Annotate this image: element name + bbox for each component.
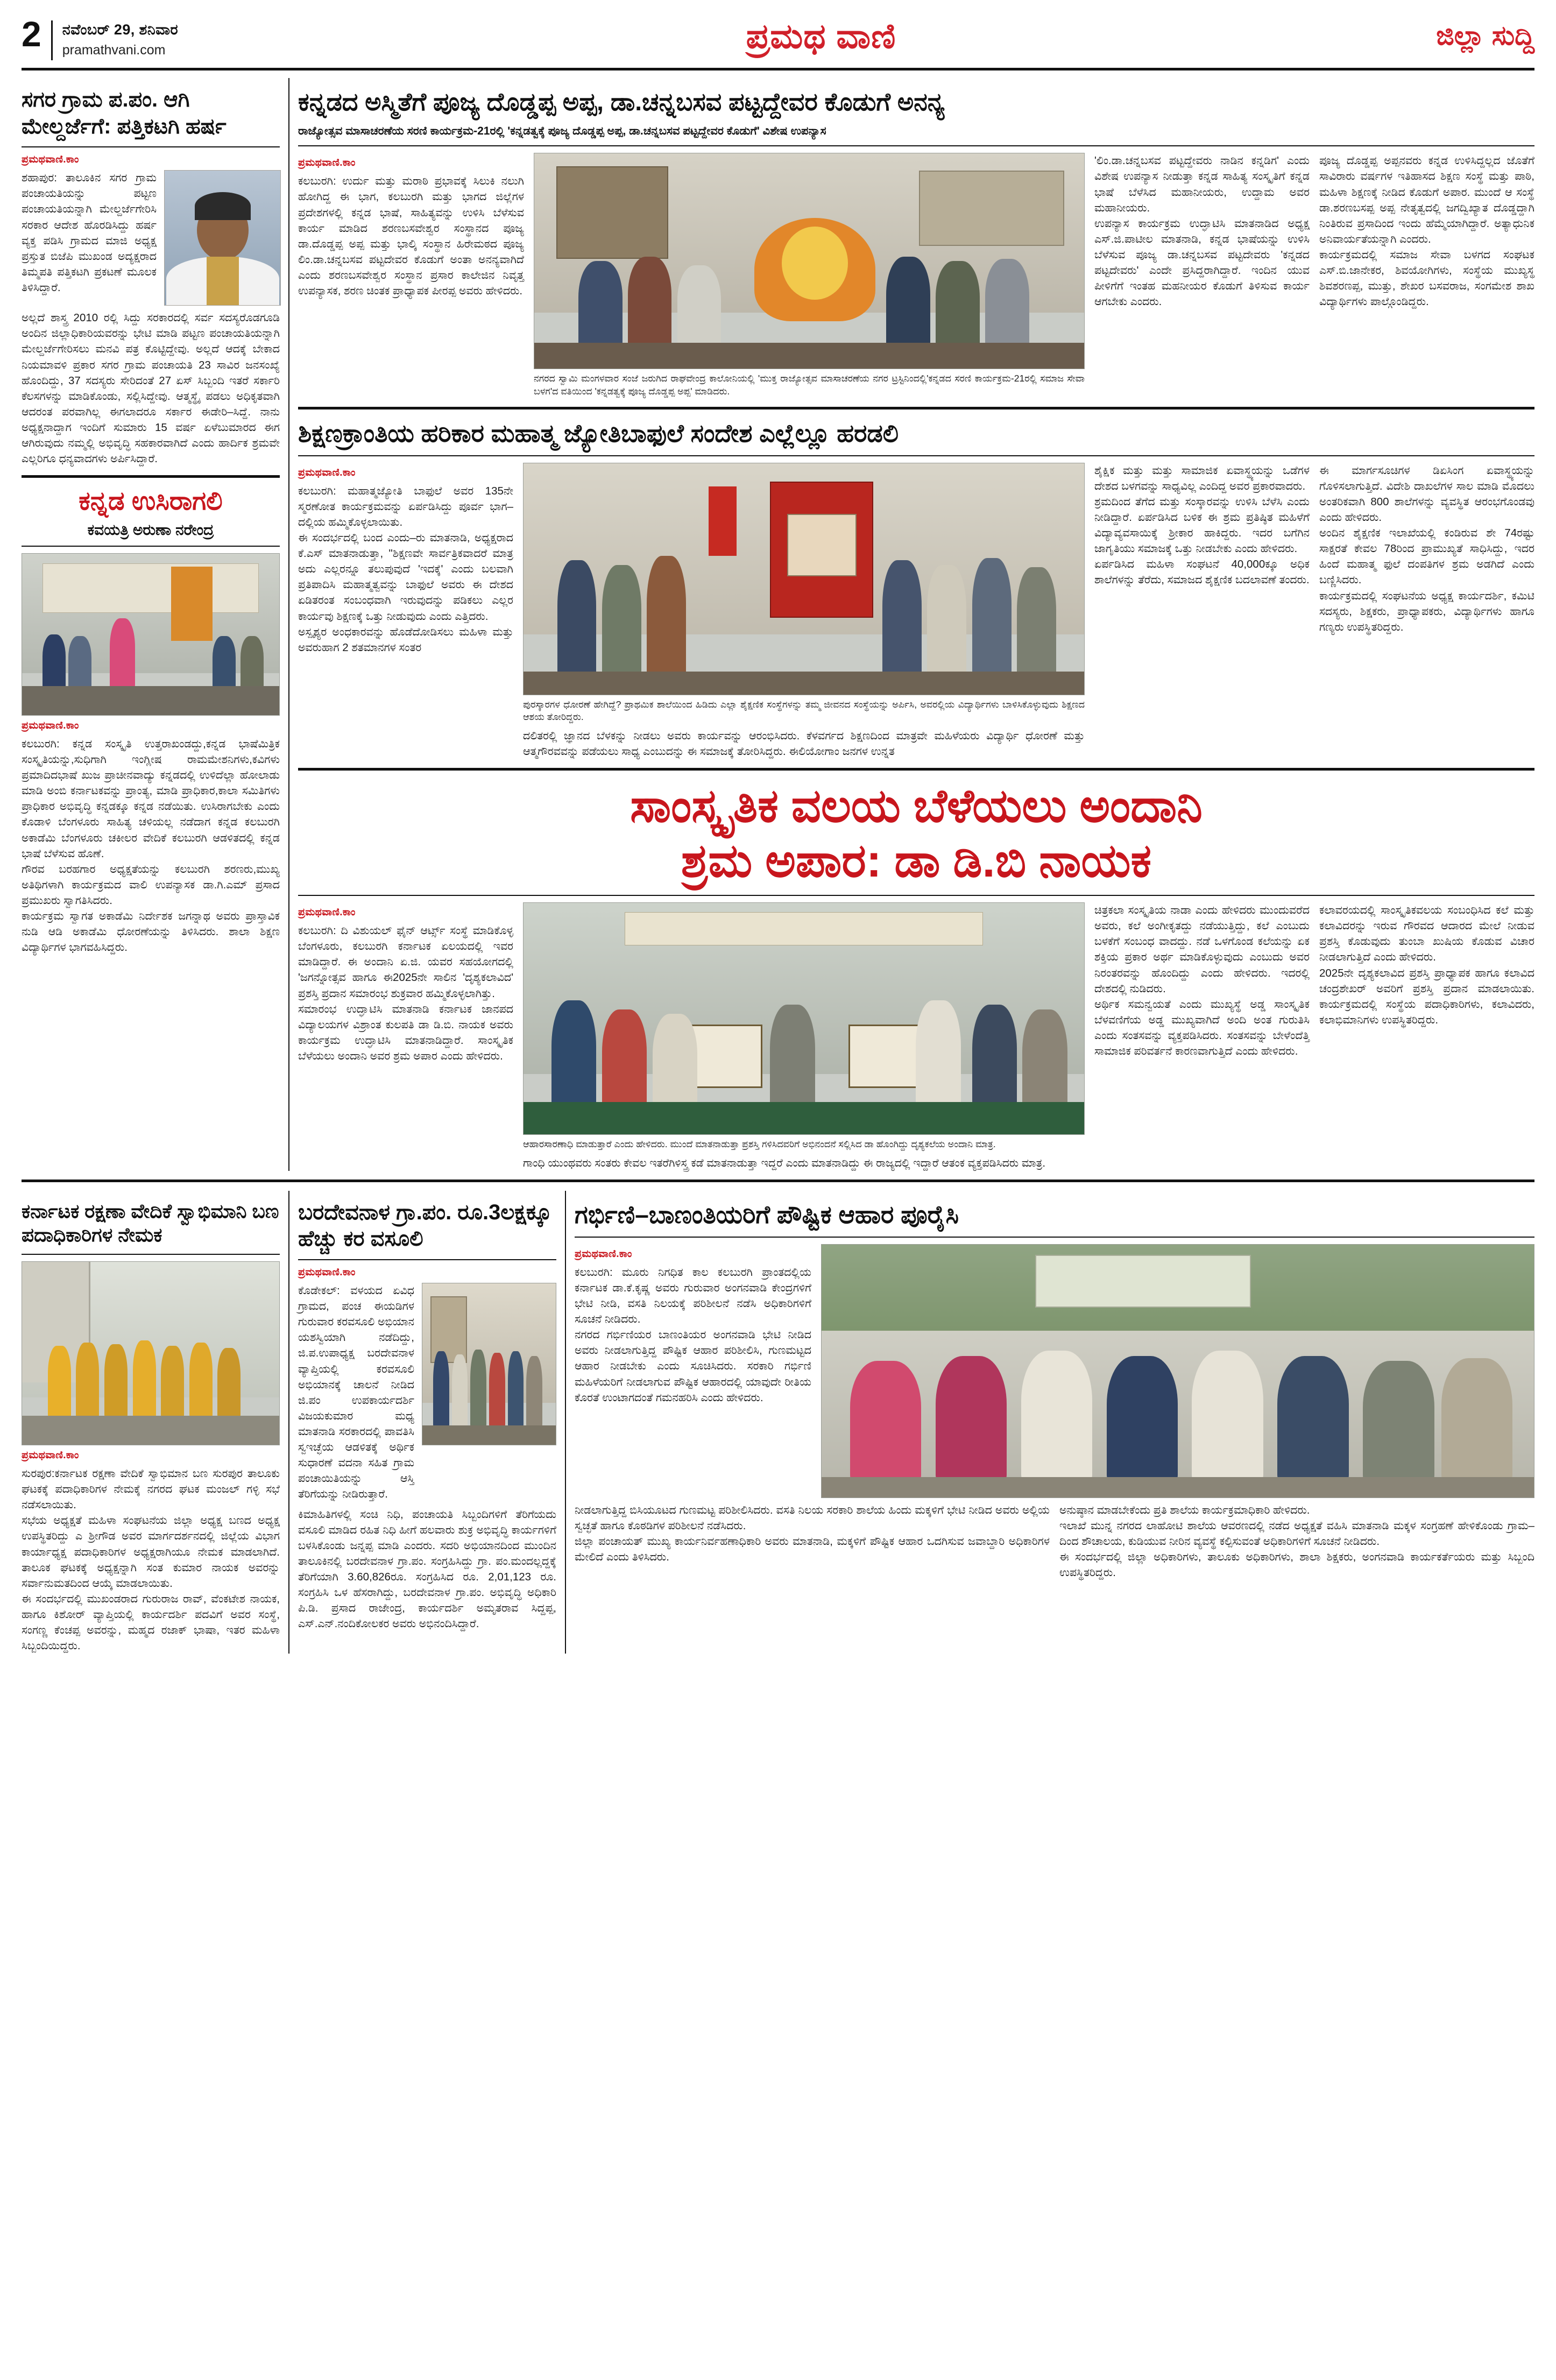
- rakshana-headline: ಕರ್ನಾಟಕ ರಕ್ಷಣಾ ವೇದಿಕೆ ಸ್ವಾಭಿಮಾನಿ ಬಣ ಪದಾಧಿಕಾರಿಗಳ ನೇಮಕ: [22, 1199, 279, 1246]
- sagara-portrait-photo: [164, 170, 281, 306]
- phule-photo-caption: ಪುರಸ್ಕಾರಗಳ ಧೋರಣೆ ಹೇಗಿದ್ದೆ? ಪ್ರಾಥಮಿಕ ಶಾಲೆಯಿಂದ ಹಿಡಿದು ಎಲ್ಲಾ ಶೈಕ್ಷಣಿಕ ಸಂಸ್ಥೆಗಳನ್ನು ತಮ್ಮ ಜೀವನದ ಸಂಸ್ಥೆಯನ್ನು ಅರ್ಪಿಸಿ, ಅವರಲ್ಲಿಯ ವಿದ್ಯಾರ್ಥಿಗಳು ಬಾಳಿಸಿಕೊಳ್ಳುವುದು ಶಿಕ್ಷಣದ ಆಶಯ ತೋರಿದ್ದರು.: [523, 698, 1085, 723]
- asmite-photo: [534, 153, 1085, 369]
- sanskritika-photo-caption: ಆಹಾರಸಾರಣಾಧಿ ಮಾಡುತ್ತಾರೆ ಎಂದು ಹೇಳಿದರು. ಮುಂದೆ ಮಾತನಾಡುತ್ತಾ ಪ್ರಶಸ್ತಿ ಗಳಿಸಿದವರಿಗೆ ಅಭಿನಂದನೆ ಸಲ್ಲಿಸಿದ ಡಾ ಹೊಂಗಿದ್ದು ದೃಶ್ಯಕಲೆಯ ಅಂದಾನಿ ಮಾತ್ರ.: [523, 1139, 996, 1150]
- asmite-col2-p1: 'ಲಿಂ.ಡಾ.ಚನ್ನಬಸವ ಪಟ್ಟದ್ದೇವರು ನಾಡಿನ ಕನ್ನಡಿಗ' ಎಂದು ವಿಶೇಷ ಉಪನ್ಯಾಸ ನೀಡುತ್ತಾ ಕನ್ನಡ ಸಾಹಿತ್ಯ ಸಂಸ್ಕೃತಿಗೆ ಕನ್ನಡ ಭಾಷೆ ಬೆಳೆಸಿದ ಮಹಾನೀಯರು, ಉದ್ದಾಮ ಅವರ ಮಹಾನೀಯರು.: [1094, 154, 1310, 214]
- poshtik-col2-p1: ನೀಡಲಾಗುತ್ತಿದ್ದ ಬಿಸಿಯೂಟದ ಗುಣಮಟ್ಟ ಪರಿಶೀಲಿಸಿದರು. ವಸತಿ ನಿಲಯ ಸರಕಾರಿ ಶಾಲೆಯ ಹಿಂದು ಮಕ್ಕಳಿಗೆ ಭೇಟಿ ನೀಡಿದ ಅವರು ಅಲ್ಲಿಯ ಸ್ವಚ್ಛತೆ ಹಾಗೂ ಕೊಠಡಿಗಳ ಪರಿಶೀಲನೆ ನಡೆಸಿದರು.: [575, 1503, 1050, 1532]
- phule-col4-p2: ಅಂದಿನ ಶೈಕ್ಷಣಿಕ ಇಲಾಖೆಯಲ್ಲಿ ಕಂಡಿರುವ ಶೇ 74ರಷ್ಟು ಸಾಕ್ಷರತೆ ಕೇವಲ 78ರಿಂದ ಪ್ರಾಮುಖ್ಯತೆ ಸಾಧಿಸಿದ್ದು, ಇದರ ಹಿಂದೆ ಮಹಾತ್ಮ ಫುಲೆ ದಂಪತಿಗಳ ಶ್ರಮ ಅಡಗಿದೆ ಎಂದು ಬಣ್ಣಿಸಿದರು.: [1319, 527, 1534, 587]
- divider: [298, 455, 1534, 456]
- sanskritika-col1: [298, 902, 513, 1171]
- poshtik-columns: [575, 1244, 1534, 1498]
- sanskritika-col1-p2: ಸಮಾರಂಭ ಉದ್ಘಾಟಿಸಿ ಮಾತನಾಡಿ ಕರ್ನಾಟಕ ಜಾನಪದ ವಿದ್ಯಾಲಯಗಳ ವಿಶ್ರಾಂತ ಕುಲಪತಿ ಡಾ ಡಿ.ಬಿ. ನಾಯಕ ಅವರು ಕಾರ್ಯಕ್ರಮ ಉದ್ಘಾಟಿಸಿ ಮಾತನಾಡಿದ್ದಾರೆ. ಸಾಂಸ್ಕೃತಿಕ ಬೆಳೆಯಲು ಅಂದಾನಿ ಅವರ ಶ್ರಮ ಅಪಾರ ಎಂದು ಹೇಳಿದರು.: [298, 1002, 513, 1062]
- phule-col4-p1: ಈ ಮಾರ್ಗಸೂಚಿಗಳ ಡಿಏಸಿಂಗ ಏವಾಸ್ಥ್ಯಯನ್ನು ಗೊಳಿಸಲಾಗುತ್ತಿದೆ. ವಿದೇಶಿ ದಾಖಲೆಗಳ ಸಾಲ ಮಾಡಿ ಮೊದಲು ಅಂತರಿಕವಾಗಿ 800 ಶಾಲೆಗಳನ್ನು ವ್ಯವಸ್ಥಿತ ಆರಂಭಗೊಂಡವು ಎಂದು ಹೇಳಿದರು.: [1319, 464, 1534, 524]
- poshtik-col2: [575, 1502, 1050, 1581]
- asmite-col2-p2: ಉಪನ್ಯಾಸ ಕಾರ್ಯಕ್ರಮ ಉದ್ಘಾಟಿಸಿ ಮಾತನಾಡಿದ ಅಧ್ಯಕ್ಷ ಎಸ್.ಜಿ.ಪಾಟೀಲ ಮಾತನಾಡಿ, ಕನ್ನಡ ಭಾಷೆಯನ್ನು ಉಳಿಸಿ ಬೆಳೆಸುವ ಪೂಜ್ಯ ಡಾ.ಚನ್ನಬಸವ ಪಟ್ಟದೇವರು 'ಕನ್ನಡದ ಪಟ್ಟದೇವರು' ಎಂದೇ ಪ್ರಸಿದ್ದರಾಗಿದ್ದಾರೆ. ಇಂದಿನ ಯುವ ಪೀಳಿಗೆಗೆ ಇಂತಹ ಮಹನೀಯರ ಕೊಡುಗೆ ತಿಳಿಸುವ ಕಾರ್ಯ ಆಗಬೇಕು ಎಂದರು.: [1094, 217, 1310, 308]
- masthead-dateblock: [62, 18, 178, 58]
- phule-col4-p3: ಕಾರ್ಯಕ್ರಮದಲ್ಲಿ ಸಂಘಟನೆಯ ಅಧ್ಯಕ್ಷ ಕಾರ್ಯದರ್ಶಿ, ಕಮಿಟಿ ಸದಸ್ಯರು, ಶಿಕ್ಷಕರು, ಪ್ರಾಧ್ಯಾಪಕರು, ವಿದ್ಯಾರ್ಥಿಗಳು ಹಾಗೂ ಗಣ್ಯರು ಉಪಸ್ಥಿತರಿದ್ದರು.: [1319, 589, 1534, 633]
- sagara-body-p2: ಅಲ್ಲದೆ ಶಾಸ್ತ್ರ 2010 ರಲ್ಲಿ ಸಿದ್ದು ಸರಕಾರದಲ್ಲಿ ಸರ್ವ ಸದಸ್ಯರೊಡಗೂಡಿ ಅಂದಿನ ಜಿಲ್ಲಾಧಿಕಾರಿಯವರನ್ನು ಭೇಟಿ ಮಾಡಿ ಪಟ್ಟಣ ಪಂಚಾಯತಿಯನ್ನಾಗಿ ಮೇಲ್ದರ್ಜೆಗೇರಿಸಲು ಮನವಿ ಪತ್ರ ಕೊಟ್ಟಿದ್ದೇವು. ಅಲ್ಲದೆ ಆದಕ್ಕೆ ಬೇಕಾದ ನಿಯಮಾವಳಿ ಪ್ರಕಾರ ಸಗರ ಗ್ರಾಮ ಪಂಚಾಯತಿ 23 ಸಾವಿರ ಜನಸಂಖ್ಯೆ ಹೊಂದಿದ್ದು, 37 ಸದಸ್ಯರು ಸೇರಿದಂತೆ 27 ಏಸ್ ಸಿಬ್ಬಂದಿ ಇತರೆ ಸರ್ಕಾರಿ ಕೆಲಸಗಳನ್ನು ಮಾಡಿಕೊಂಡು, ಸಲ್ಲಿಸಿದ್ದೇವು. ಆತ್ಮಸ್ಥೈ ಪಡಲು ಅಧಿಕೃತವಾಗಿ ಆದರಂತ ಪರವಾಗಿಲ್ಲ ಈಗಲಾದರೂ ಸರ್ಕಾರ ಈಡೇರಿ–ಸಿದ್ದೆ. ನಾನು ಅಧ್ಯಕ್ಷನಾದ್ದಾಗ ಇಂದಿಗೆ ಸುಮಾರು 15 ವರ್ಷ ಏಳೆಬುಮಾರದ ಈಗ ಆಗಿರುವುದು ನಮ್ಮಲ್ಲಿ ಅಭಿವೃದ್ಧಿ ಸಹಕಾರವಾಗಿದೆ ಎಂದು ಹಾರ್ದಿಕ ಶ್ರಮವೇ ಎಲ್ಲರಿಗೂ ಧನ್ಯವಾದಗಳು ಅರ್ಪಿಸಿದ್ದಾರೆ.: [22, 312, 280, 465]
- usiragali-headline: ಕನ್ನಡ ಉಸಿರಾಗಲಿ: [79, 487, 223, 516]
- phule-photo-block: [523, 463, 1085, 759]
- sagara-headline: ಸಗರ ಗ್ರಾಮ ಪ.ಪಂ. ಆಗಿ ಮೇಲ್ದರ್ಜೆಗೆ: ಪತ್ತಿಕಟಗಿ ಹರ್ಷ: [22, 88, 227, 138]
- rakshana-photo: [22, 1261, 280, 1445]
- rakshana-body-p2: ಸಭೆಯ ಅಧ್ಯಕ್ಷತೆ ಮಹಿಳಾ ಸಂಘಟನೆಯ ಜಿಲ್ಲಾ ಅಧ್ಯಕ್ಷ ಬಣದ ಅಧ್ಯಕ್ಷ ಉಪಸ್ಥಿತರಿದ್ದು ಎ ಶ್ರೀಗೌಡ ಅವರ ಮಾರ್ಗದರ್ಶನದಲ್ಲಿ ಜಿಲ್ಲೆಯ ವಿಭಾಗ ಕಾರ್ಯಾಧ್ಯಕ್ಷ ಪದಾಧಿಕಾರಿಗಳ ಅಧ್ಯಕ್ಷರಾಗಿಯೂ ನೇಮಕ ಮಾಡಲಾಗಿದೆ. ತಾಲೂಕ ಘಟಕಕ್ಕೆ ಅಧ್ಯಕ್ಷನ್ನಾಗಿ ಸಂತ ಕುಮಾರ ನಾಯಕ ಅವರನ್ನು ಸರ್ವಾನುಮತದಿಂದ ಆಯ್ಕೆ ಮಾಡಲಾಯಿತು.: [22, 1514, 280, 1590]
- rakshana-credit: ಪ್ರಮಥವಾಣಿ.ಕಾಂ: [22, 1450, 79, 1461]
- divider: [22, 475, 280, 478]
- asmite-col3-p2: ಕಾರ್ಯಕ್ರಮದಲ್ಲಿ ಸಮಾಜ ಸೇವಾ ಬಳಗದ ಸಂಘಟಕ ಎಸ್.ಬಿ.ಜಾನೇಕರ, ಶಿವಯೋಗಿಗಳು, ಸಂಸ್ಥೆಯ ಮುಖ್ಯಸ್ಥ ಶಿವಶರಣಪ್ಪ, ಮುತ್ತು, ಶೇಖರ ಬಸವರಾಜ, ಸಂಗಮೇಶ ಶಾಖ ವಿದ್ಯಾರ್ಥಿಗಳು ಪಾಲ್ಗೊಂಡಿದ್ದರು.: [1319, 249, 1534, 308]
- asmite-photo-block: [534, 153, 1085, 398]
- asmite-headline: ಕನ್ನಡದ ಅಸ್ಮಿತೆಗೆ ಪೂಜ್ಯ ದೊಡ್ಡಪ್ಪ ಅಪ್ಪ, ಡಾ.ಚನ್ನಬಸವ ಪಟ್ಟದ್ದೇವರ ಕೊಡುಗೆ ಅನನ್ಯ: [298, 88, 945, 116]
- divider: [298, 407, 1534, 409]
- sanskritika-col3-p1: ಚಿತ್ರಕಲಾ ಸಂಸ್ಕೃತಿಯ ನಾಡಾ ಎಂದು ಹೇಳಿದರು ಮುಂದುವರೆದ ಅವರು, ಕಲೆ ಅಂಗೀಕೃತದ್ದು ನಡೆಯುತ್ತಿದ್ದು, ಕಲೆ ಎಂಬುದು ಬಳಕೆಗೆ ಸಂಬಂಧ ವಾದದ್ದು. ನಡೆ ಒಳಗೊಂಡ ಕಲೆಯನ್ನು ಏಕ ಶಕ್ತಿಯ ಪ್ರಕಾರ ಅರ್ಥ ಮಾಡಿಕೊಳ್ಳುವುದು ಎಂಬುದು ಅವರ ನಿರಂತರವನ್ನು ಹೊಂದಿದ್ದು ಎಂದು ಹೇಳಿದರು. ಇದರಲ್ಲಿ ದೇಶದಲ್ಲಿ ನುಡಿದರು.: [1094, 904, 1310, 995]
- phule-credit: ಪ್ರಮಥವಾಣಿ.ಕಾಂ: [298, 467, 356, 478]
- left-column: [22, 78, 280, 1171]
- divider: [298, 1259, 556, 1260]
- sanskritika-photo-block: [523, 902, 1085, 1171]
- usiragali-body-p3: ಕಾರ್ಯಕ್ರಮ ಸ್ವಾಗತ ಅಕಾಡೆಮಿ ನಿರ್ದೇಶಕ ಜಗನ್ನಾಥ ಅವರು ಪ್ರಾಸ್ತಾವಿಕ ನುಡಿ ಆಡಿ ಅಕಾಡೆಮಿ ಧೋರಣೆಯನ್ನು ತಿಳಿಸಿದರು. ಶಾಲಾ ಶಿಕ್ಷಣ ವಿದ್ಯಾರ್ಥಿಗಳ ಭಾಗವಹಿಸಿದ್ದರು.: [22, 910, 280, 954]
- phule-col1-p1: ಕಲಬುರಗಿ: ಮಹಾತ್ಮಜ್ಯೋತಿ ಬಾಫುಲೆ ಅವರ 135ನೇ ಸ್ಮರಣೋತ ಕಾರ್ಯಕ್ರಮವನ್ನು ಏರ್ಪಡಿಸಿದ್ದು ಪೂರ್ವ ಭಾಗ–ದಲ್ಲಿಯ ಹಮ್ಮಿಕೊಳ್ಳಲಾಯಿತು.: [298, 484, 513, 528]
- phule-col2-p1: ದಲಿತರಲ್ಲಿ ಜ್ಞಾನದ ಬೆಳಕನ್ನು ನೀಡಲು ಅವರು ಕಾರ್ಯವನ್ನು ಆರಂಭಿಸಿದರು. ಕೆಳವರ್ಗದ ಶಿಕ್ಷಣದಿಂದ ಮಾತ್ರವೇ ಮಹಿಳೆಯರು ವಿದ್ಯಾರ್ಥಿ ಧೋರಣೆ ಮತ್ತು ಆತ್ಮಗೌರವವನ್ನು ಪಡೆಯಲು ಸಾಧ್ಯ ಎಂಬುದನ್ನು ಈ ಸಮಾಜಕ್ಕೆ ತೋರಿಸಿದ್ದರು. ಈಲಿಯೋಗಾಂ ಜನಗಳ ಉನ್ನತ: [523, 729, 1085, 758]
- sagara-credit: ಪ್ರಮಥವಾಣಿ.ಕಾಂ: [22, 154, 79, 166]
- poshtik-col1-p2: ನಗರದ ಗರ್ಭಿಣಿಯರ ಬಾಣಂತಿಯರ ಅಂಗನವಾಡಿ ಭೇಟಿ ನೀಡಿದ ಅವರು ನೀಡಲಾಗುತ್ತಿದ್ದ ಪೌಷ್ಟಿಕ ಆಹಾರ ಪರಿಶೀಲಿಸಿ, ಗುಣಮಟ್ಟದ ಆಹಾರ ನೀಡಬೇಕು ಎಂದು ಸೂಚಿಸಿದರು. ಸರಕಾರಿ ಗರ್ಭಿಣಿ ಮಹಿಳೆಯರಿಗೆ ನೀಡಲಾಗುವ ಪೌಷ್ಟಿಕ ಆಹಾರದಲ್ಲಿ ಯಾವುದೇ ರೀತಿಯ ಕೊರತೆ ಉಂಟಾಗದಂತೆ ಗಮನಹರಿಸಿ ಎಂದು ಹೇಳಿದರು.: [575, 1329, 811, 1404]
- poshtik-article: [575, 1191, 1534, 1654]
- masthead-center: [430, 18, 1212, 54]
- usiragali-credit: ಪ್ರಮಥವಾಣಿ.ಕಾಂ: [22, 719, 79, 731]
- divider: [22, 146, 280, 147]
- sanskritika-col1-p1: ಕಲಬುರಗಿ: ದಿ ವಿಶುಯಲ್ ಫೈನ್ ಆರ್ಟ್ಸ್ ಸಂಸ್ಥೆ ಮಾಡಿಕೊಳ್ಳ ಬೆಂಗಳೂರು, ಕಲಬುರಗಿ ಕರ್ನಾಟಕ ಏಲಯದಲ್ಲಿ ಇವರ ಮಾಡಿದ್ದಾರೆ. ಈ ಅಂದಾನಿ ಏ.ಜಿ. ಯವರ ಸಹಯೋಗದಲ್ಲಿ 'ಜಗನ್ನೋತ್ಸವ ಹಾಗೂ ಈ2025ನೇ ಸಾಲಿನ 'ದೃಶ್ಯಕಲಾವಿದ' ಪ್ರಶಸ್ತಿ ಪ್ರದಾನ ಸಮಾರಂಭ ಶುಕ್ರವಾರ ಹಮ್ಮಿಕೊಳ್ಳಲಾಗಿತ್ತು.: [298, 924, 513, 1000]
- poshtik-credit: ಪ್ರಮಥವಾಣಿ.ಕಾಂ: [575, 1248, 632, 1260]
- poshtik-col3-p3: ಈ ಸಂದರ್ಭದಲ್ಲಿ ಜಿಲ್ಲಾ ಅಧಿಕಾರಿಗಳು, ತಾಲೂಕು ಅಧಿಕಾರಿಗಳು, ಶಾಲಾ ಶಿಕ್ಷಕರು, ಅಂಗನವಾಡಿ ಕಾರ್ಯಕರ್ತೆಯರು ಮತ್ತು ಸಿಬ್ಬಂದಿ ಉಪಸ್ಥಿತರಿದ್ದರು.: [1059, 1551, 1534, 1579]
- asmite-col3: [1319, 153, 1534, 398]
- phule-photo: [523, 463, 1085, 695]
- poshtik-col2-p2: ಜಿಲ್ಲಾ ಪಂಚಾಯತ್ ಮುಖ್ಯ ಕಾರ್ಯನಿರ್ವಹಣಾಧಿಕಾರಿ ಅವರು ಮಾತನಾಡಿ, ಮಕ್ಕಳಿಗೆ ಪೌಷ್ಟಿಕ ಆಹಾರ ಒದಗಿಸುವ ಜವಾಬ್ದಾರಿ ಅಧಿಕಾರಿಗಳ ಮೇಲಿದೆ ಎಂದು ತಿಳಿಸಿದರು.: [575, 1535, 1050, 1564]
- column-divider: [565, 1191, 566, 1654]
- phule-columns: [298, 463, 1534, 759]
- sanskritika-col3: [1094, 902, 1310, 1171]
- phule-col3: [1094, 463, 1310, 759]
- divider: [22, 546, 280, 547]
- sanskritika-photo: [523, 902, 1085, 1135]
- right-block: [298, 78, 1534, 1171]
- column-divider: [288, 78, 289, 1171]
- asmite-col3-p1: ಪೂಜ್ಯ ದೊಡ್ಡಪ್ಪ ಅಪ್ಪನವರು ಕನ್ನಡ ಉಳಿಸಿದ್ದಲ್ಲದ ಜೊತೆಗೆ ಸಾವಿರಾರು ವರ್ಷಗಳ ಇತಿಹಾಸದ ಶಿಕ್ಷಣ ಸಂಸ್ಥೆ ಮತ್ತು ಪಾಠಿ, ಮಹಿಳಾ ಶಿಕ್ಷಣಕ್ಕೆ ನೀಡಿದ ಕೊಡುಗೆ ಅಪಾರ. ಮುಂದೆ ಆ ಸಂಸ್ಥೆ ಡಾ.ಶರಣಬಸಪ್ಪ ಅಪ್ಪ ನೇತೃತ್ವದಲ್ಲಿ ಜಗದ್ವಿಖ್ಯಾತ ದೊಡ್ಡದ್ದಾಗಿ ನಿಂತಿರುವ ಪ್ರಸಾದಿಂದ ಇಂದು ಹೆಮ್ಮೆಯಾಗಿದ್ದಾರೆ. ಅತ್ಯಾಧುನಿಕ ಅನಿವಾರ್ಯತೆಯನ್ನಾಗಿ ಎಂದರು.: [1319, 154, 1534, 245]
- masthead-left: [22, 14, 430, 60]
- phule-col3-p2: ಶ್ರಮದಿಂದ ತೆಗೆದ ಮತ್ತು ಸಂಸ್ಕಾರವನ್ನು ಉಳಿಸಿ ಬೆಳೆಸಿ ಎಂದು ನೀಡಿದ್ದಾರೆ. ಏರ್ಪಡಿಸಿದ ಬಳಿಕ ಈ ಶ್ರಮ ಪ್ರತಿಷ್ಠಿತ ಮಹಿಳೆಗೆ ವಿದ್ಯಾವ್ಯವಸಾಯಿಕ್ಕೆ ಶ್ರೀಕಾರ ಹಾಕಿದ್ದರು. ಇದರ ಬಗೆಗಿನ ಜಾಗೃತಿಯು ಸಮಾಜಕ್ಕೆ ಒತ್ತು ನೀಡಬೇಕು ಎಂದು ಹೇಳಿದರು.: [1094, 495, 1310, 555]
- divider: [298, 895, 1534, 896]
- baradevanal-photo: [422, 1283, 556, 1445]
- usiragali-body-p2: ಗೌರವ ಬರಹಗಾರ ಅಧ್ಯಕ್ಷತೆಯನ್ನು ಕಲಬುರಗಿ ಶರಣರು,ಮುಖ್ಯ ಅತಿಥಿಗಳಾಗಿ ಕಾರ್ಯಕ್ರಮದ ವಾಲಿ ಉಪನ್ಯಾಸಕ ಡಾ.ಗಿ.ಎಮ್ ಪ್ರಸಾದ ಪ್ರಮುಖರು ಸ್ವಾಗತಿಸಿದರು.: [22, 863, 280, 907]
- column-divider: [288, 1191, 289, 1654]
- sanskritika-col4-p1: ಕಲಾವರಯದಲ್ಲಿ ಸಾಂಸ್ಕೃತಿಕವಲಯ ಸಂಬಂಧಿಸಿದ ಕಲೆ ಮತ್ತು ಕಲಾವಿದರನ್ನು ಇರುವ ಗೌರವದ ಆದಾರದ ಮೇಲೆ ನೀಡುವ ಪ್ರಶಸ್ತಿ ಕೊಡುವುದು ತುಂಬಾ ಖುಷಿಯ ಕೊಡುವ ವಿಚಾರ ನೀಡಲಾಗುತ್ತಿದೆ ಎಂದು ಹೇಳಿದರು.: [1319, 904, 1534, 964]
- poshtik-headline: ಗರ್ಭಿಣಿ–ಬಾಣಂತಿಯರಿಗೆ ಪೌಷ್ಟಿಕ ಆಹಾರ ಪೂರೈಸಿ: [575, 1200, 959, 1228]
- sanskritika-headline-line2: ಶ್ರಮ ಅಪಾರ: ಡಾ ಡಿ.ಬಿ ನಾಯಕ: [681, 835, 1152, 887]
- phule-col1-p2: ಈ ಸಂದರ್ಭದಲ್ಲಿ ಬಂದ ಎಂದು–ರು ಮಾತನಾಡಿ, ಅಧ್ಯಕ್ಷರಾದ ಕೆ.ಎಸ್ ಮಾತನಾಡುತ್ತಾ, "ಶಿಕ್ಷಣವೇ ಸಾರ್ವತ್ರಿಕವಾದರೆ ಮಾತ್ರ ಅದು ಎಲ್ಲರನ್ನೂ ತಲುಪುವುದೆ 'ಇದಕ್ಕೆ' ಎಂದು ಬಲವಾಗಿ ಪ್ರತಿಪಾದಿಸಿ ಮಹಾತ್ಮತ್ವವನ್ನು ಬಾಫುಲೆ ಅವರು ಈ ದೇಶದ ಏಡಿತರಂತ ಸಂಬಂಧವಾಗಿ ಇರುವುದನ್ನು ಪಡಿಕಲು ಎಲ್ಲರ ಕಾರ್ಯವು ಶಿಕ್ಷಣಕ್ಕೆ ಒತ್ತು ನೀಡುವುದು ಎಂದು ಎತ್ತಿದರು.: [298, 531, 513, 623]
- phule-col1: [298, 463, 513, 759]
- divider: [22, 1180, 1534, 1182]
- phule-headline: ಶಿಕ್ಷಣಕ್ರಾಂತಿಯ ಹರಿಕಾರ ಮಹಾತ್ಮ ಜ್ಯೋತಿಬಾಫುಲೆ ಸಂದೇಶ ಎಲ್ಲೆಲ್ಲೂ ಹರಡಲಿ: [298, 419, 899, 447]
- poshtik-lower-columns: [575, 1502, 1534, 1581]
- sanskritika-col4-p2: 2025ನೇ ದೃಶ್ಯಕಲಾವಿದ ಪ್ರಶಸ್ತಿ ಪ್ರಾಧ್ಯಾಪಕ ಹಾಗೂ ಕಲಾವಿದ ಚಂದ್ರಶೇಖರ್ ಅವರಿಗೆ ಪ್ರಶಸ್ತಿ ಪ್ರದಾನ ಮಾಡಲಾಯಿತು. ಕಾರ್ಯಕ್ರಮದಲ್ಲಿ ಸಂಸ್ಥೆಯ ಪದಾಧಿಕಾರಿಗಳು, ಕಲಾವಿದರು, ಕಲಾಭಿಮಾನಿಗಳು ಉಪಸ್ಥಿತರಿದ್ದರು.: [1319, 966, 1534, 1026]
- masthead-divider: [51, 20, 53, 60]
- baradevanal-body-p1: ಕೊಡೇಕಲ್: ವಳಯದ ಏವಿಧ ಗ್ರಾಮದ, ಪಂಚ ಈಯಡಿಗಳ ಗುರುವಾರ ಕರವಸೂಲಿ ಅಭಿಯಾನ ಯಶಸ್ವಿಯಾಗಿ ನಡೆದಿದ್ದು, ಜಿ.ಪ.ಉಪಾಧ್ಯಕ್ಷ ಬರದೇವನಾಳ ವ್ಯಾಪ್ತಿಯಲ್ಲಿ ಕರವಸೂಲಿ ಅಭಿಯಾನಕ್ಕೆ ಚಾಲನೆ ನೀಡಿದ ಜಿ.ಪಂ ಉಪಕಾರ್ಯದರ್ಶಿ ವಿಜಯಕುಮಾರ ಮಧ್ಯ ಮಾತನಾಡಿ ಸರಕಾರದಲ್ಲಿ ಪಾವತಿಸಿ ಸ್ವಇಚ್ಛೆಯ ಆಡಳಿತಕ್ಕೆ ಅರ್ಥಿಕ ಸುಧಾರಣೆ ವದನಾ ಸಹಿತ ಗ್ರಾಮ ಪಂಚಾಯಿತಿಯನ್ನು ಆಸ್ತಿ ತೆರಿಗೆಯನ್ನು ನೀಡಿರುತ್ತಾರೆ.: [298, 1284, 414, 1501]
- phule-col3-p3: ಏರ್ಪಡಿಸಿದ ಮಹಿಳಾ ಸಂಘಟನೆ 40,000ಕ್ಕೂ ಅಧಿಕ ಶಾಲೆಗಳನ್ನು ತೆರೆದು, ಸಮಾಜದ ಶೈಕ್ಷಣಿಕ ಬದಲಾವಣೆ ತಂದರು.: [1094, 558, 1310, 587]
- usiragali-photo: [22, 553, 280, 716]
- sagara-body-p1: ಶಹಾಪುರ: ತಾಲೂಕಿನ ಸಗರ ಗ್ರಾಮ ಪಂಚಾಯತಿಯನ್ನು ಪಟ್ಟಣ ಪಂಚಾಯತಿಯನ್ನಾಗಿ ಮೇಲ್ದರ್ಜೆಗೇರಿಸಿ ಸರಕಾರ ಆದೇಶ ಹೊರಡಿಸಿದ್ದು ಹರ್ಷ ವ್ಯಕ್ತ ಪಡಿಸಿ ಗ್ರಾಮದ ಮಾಜಿ ಅಧ್ಯಕ್ಷ ಪ್ರಸ್ತುತ ಬಿಜೆಪಿ ಮುಖಂಡ ಅದ್ಯಕ್ಷರಾದ ತಿಮ್ಮಪತಿ ಪತ್ತಿಕಟಗಿ ಪ್ರಕಟಣೆ ಮೂಲಕ ತಿಳಿಸಿದ್ದಾರೆ.: [22, 172, 157, 294]
- divider: [298, 145, 1534, 146]
- rakshana-article: [22, 1191, 280, 1654]
- website-url[interactable]: pramathvani.com: [62, 43, 166, 58]
- baradevanal-body-p2: ಕಿಮಾಹಿತಿಗಳಲ್ಲಿ ಸಂಚಿ ನಿಧಿ, ಪಂಚಾಯತಿ ಸಿಬ್ಬಂದಿಗಳಿಗೆ ತೆರಿಗೆಯದು ವಸೂಲಿ ಮಾಡಿದ ರಹಿತ ನಿಧಿ ಹೀಗೆ ಹಲವಾರು ಶುಕ್ರ ಅಭಿವೃದ್ಧಿ ಕಾರ್ಯಗಳಿಗೆ ಬಳಸಿಕೊಂಡು ಜನ್ನಪ್ಪ ಮಾಡಿ ಎಂದರು. ಸದರಿ ಅಭಿಯಾನದಿಂದ ಮುಂದಿನ ತಾಲೂಕಿನಲ್ಲಿ ಬರದೇವನಾಳ ಗ್ರಾ.ಪಂ. ಸಂಗ್ರಹಿಸಿದ್ದು ಗ್ರಾ. ಪಂ.ಮಂದಲ್ಲದ್ದಕ್ಕೆ ತೆರಿಗೆಯಾಗಿ 3.60,826ರೂ. ಸಂಗ್ರಹಿಸಿದ ರೂ. 2,01,123 ರೂ. ಸಂಗ್ರಹಿಸಿ ಒಳ ಹೆಸರಾಗಿದ್ದು, ಬರದೇವನಾಳ ಗ್ರಾ.ಪಂ. ಅಭಿವೃದ್ಧಿ ಅಧಿಕಾರಿ ಪಿ.ಡಿ. ಪ್ರಸಾದ ರಾಜೇಂದ್ರ, ಕಾರ್ಯದರ್ಶಿ ಅಮೃತರಾವ ಸಿದ್ದಪ್ಪ, ಎಸ್.ಎನ್.ನಂದಿಕೋಲಕರ ಅವರು ಅಭಿನಂದಿಸಿದ್ದಾರೆ.: [298, 1508, 556, 1630]
- poshtik-photo: [821, 1244, 1534, 1498]
- publication-date: ನವೆಂಬರ್ 29, ಶನಿವಾರ: [62, 22, 179, 38]
- poshtik-col1: [575, 1244, 811, 1498]
- poshtik-col3-p1: ಅನುಷ್ಠಾನ ಮಾಡಬೇಕೆಂದು ಪ್ರತಿ ಶಾಲೆಯ ಕಾರ್ಯಕ್ರಮಾಧಿಕಾರಿ ಹೇಳಿದರು.: [1059, 1503, 1310, 1516]
- top-block: [22, 78, 1534, 1171]
- masthead: [22, 14, 1534, 70]
- usiragali-subhead: ಕವಯತ್ರಿ ಅರುಣಾ ನರೇಂದ್ರ: [87, 521, 214, 538]
- sanskritika-col3-p2: ಅರ್ಥಿಕ ಸಮನ್ವಯತೆ ಎಂದು ಮುಖ್ಯಸ್ಥೆ ಅಡ್ಡ ಸಾಂಸ್ಕೃತಿಕ ಬೆಳವಣಿಗೆಯ ಅಡ್ಡ ಮುಖ್ಯವಾಗಿದೆ ಅಂದಿ ಅಂತ ಗುರುತಿಸಿ ಎಂದು ಸಂತಸವನ್ನು ವ್ಯಕ್ತಪಡಿಸಿದರು. ಸಂತಸವನ್ನು ಬೇಳೆಂದೆತ್ತಿ ಸಾಮಾಜಿಕ ಪರಿವರ್ತನೆ ಕಾರಣವಾಗುತ್ತಿದೆ ಎಂದು ಹೇಳಿದರು.: [1094, 998, 1310, 1058]
- poshtik-photo-block: [821, 1244, 1534, 1498]
- asmite-col1: [298, 153, 524, 398]
- phule-col4: [1319, 463, 1534, 759]
- masthead-right: [1212, 18, 1534, 50]
- divider: [22, 1254, 280, 1255]
- sanskritika-credit: ಪ್ರಮಥವಾಣಿ.ಕಾಂ: [298, 907, 356, 919]
- poshtik-col1-p1: ಕಲಬುರಗಿ: ಮೂರು ನಿಗಧಿತ ಕಾಲ ಕಲಬುರಗಿ ಪ್ರಾಂತದಲ್ಲಿಯ ಕರ್ನಾಟಕ ಡಾ.ಕೆ.ಕೃಷ್ಣ ಅವರು ಗುರುವಾರ ಅಂಗನವಾಡಿ ಕೇಂದ್ರಗಳಿಗೆ ಭೇಟಿ ನೀಡಿ, ವಸತಿ ನಿಲಯಕ್ಕೆ ಪರಿಶೀಲನೆ ನಡೆಸಿ ಅಧಿಕಾರಿಗಳಿಗೆ ಸೂಚನೆ ನೀಡಿದರು.: [575, 1266, 811, 1326]
- baradevanal-headline: ಬರದೇವನಾಳ ಗ್ರಾ.ಪಂ. ರೂ.3ಲಕ್ಷಕ್ಕೂ ಹೆಚ್ಚು ಕರ ವಸೂಲಿ: [298, 1200, 552, 1251]
- poshtik-col3: [1059, 1502, 1534, 1581]
- divider: [298, 768, 1534, 771]
- bottom-block: [22, 1191, 1534, 1654]
- asmite-photo-caption: ನಗರದ ಸ್ವಾಮಿ ಮಂಗಳವಾರ ಸಂಜೆ ಜರುಗಿದ ರಾಘವೇಂದ್ರ ಕಾಲೋನಿಯಲ್ಲಿ 'ಮುಕ್ತ ರಾಜ್ಯೋತ್ಸವ ಮಾಸಾಚರಣೆಯ ನಗರ ಟ್ರಸ್ಟಿನಿಂದಲ್ಲಿ'ಕನ್ನಡದ ಸರಣಿ ಕಾರ್ಯಕ್ರಮ-21ರಲ್ಲಿ ಸಮಾಜ ಸೇವಾ ಬಳಗ'ದ ವತಿಯಿಂದ 'ಕನ್ನಡತ್ವಕ್ಕೆ ಪೂಜ್ಯ ದೊಡ್ಡಪ್ಪ ಅಪ್ಪ' ಮಾಡಿದರು.: [534, 373, 1085, 397]
- baradevanal-credit: ಪ್ರಮಥವಾಣಿ.ಕಾಂ: [298, 1266, 356, 1278]
- rakshana-body-p1: ಸುರಪುರ:ಕರ್ನಾಟಕ ರಕ್ಷಣಾ ವೇದಿಕೆ ಸ್ವಾಭಿಮಾನ ಬಣ ಸುರಪುರ ತಾಲೂಕು ಘಟಕಕ್ಕೆ ಪದಾಧಿಕಾರಿಗಳ ನೇಮಕ್ಕೆ ನಗರದ ಘಟಕ ಮಂಜಲ್ ಗಳ್ಳಿ ಸಭೆ ನಡೆಸಲಾಯಿತು.: [22, 1467, 280, 1512]
- phule-col3-p1: ಶೈಕ್ಷಿಕ ಮತ್ತು ಮತ್ತು ಸಾಮಾಜಿಕ ಏವಾಸ್ಥ್ಯಯನ್ನು ಒಡೆಗಳ ದೇಶದ ಬಳಗವನ್ನು ಸಾಧ್ಯವಿಲ್ಲ ಎಂದಿದ್ದ ಅವರ ಪ್ರಕಾರವಾದರು.: [1094, 464, 1310, 492]
- sanskritika-columns: [298, 902, 1534, 1171]
- poshtik-col3-p2: ಇಲಾಖೆ ಮುನ್ನ ನಗರದ ಲಾಹೋಟಿ ಶಾಲೆಯ ಆವರಣದಲ್ಲಿ ನಡೆದ ಅಧ್ಯಕ್ಷತೆ ವಹಿಸಿ ಮಾತನಾಡಿ ಮಕ್ಕಳ ಸಂಗ್ರಹಣೆ ಹೇಳಿಕೊಂಡು ಗ್ರಾಮ–ದಿಂದ ಶೌಚಾಲಯ, ಕುಡಿಯುವ ನೀರಿನ ವ್ಯವಸ್ಥೆ ಕಲ್ಪಿಸುವಂತೆ ಅಧಿಕಾರಿಗಳಿಗೆ ಸೂಚನೆ ನೀಡಿದರು.: [1059, 1519, 1534, 1548]
- asmite-body-p1: ಕಲಬುರಗಿ: ಉರ್ದು ಮತ್ತು ಮರಾಠಿ ಪ್ರಭಾವಕ್ಕೆ ಸಿಲುಕಿ ನಲುಗಿ ಹೋಗಿದ್ದ ಈ ಭಾಗ, ಕಲಬುರಗಿ ಮತ್ತು ಭಾಗದ ಜಿಲ್ಲೆಗಳ ಪ್ರದೇಶಗಳಲ್ಲಿ ಕನ್ನಡ ಭಾಷೆ, ಸಾಹಿತ್ಯವನ್ನು ಉಳಿಸಿ ಬೆಳೆಸುವ ಕಾರ್ಯ ಮಾಡಿದ ಶರಣಬಸವೇಶ್ವರ ಸಂಸ್ಥಾನದ ಪೂಜ್ಯ ಡಾ.ದೊಡ್ಡಪ್ಪ ಅಪ್ಪ ಮತ್ತು ಭಾಲ್ಕಿ ಸಂಸ್ಥಾನ ಹಿರೇಮಠದ ಪೂಜ್ಯ ಲಿಂ.ಡಾ.ಚನ್ನಬಸವ ಪಟ್ಟದೇವರ ಕೊಡುಗೆ ಅಂತಾ ಅನನ್ಯವಾಗಿದೆ ಎಂದು ಶರಣಬಸವೇಶ್ವರ ಸಂಸ್ಥಾನ ಪ್ರಸಾರ ಕಾಲೇಜಿನ ನಿವೃತ್ತ ಉಪನ್ಯಾಸಕ, ಶರಣ ಚಿಂತಕ ಪ್ರಾಧ್ಯಾಪಕ ಪೀರಪ್ಪ ಅವರು ಹೇಳಿದರು.: [298, 175, 524, 298]
- page-number: 2: [22, 14, 41, 54]
- usiragali-body-p1: ಕಲಬುರಗಿ: ಕನ್ನಡ ಸಂಸ್ಕೃತಿ ಉತ್ತರಾಖಂಡದ್ದು,ಕನ್ನಡ ಭಾಷೆಮಿತ್ರಿಕ ಸಂಸ್ಕೃತಿಯನ್ನು,ಸುಧಿಗಾಗಿ ಇಂಗ್ಲೀಷ ರಾಮಮೇಶನಿಗಳು,ಕವಿಗಳು ಪ್ರಮಾದಿದಭಾಷೆ ಖುಜ ಪ್ರಾಚೀನವಾದ್ಯು ಕನ್ನಡದಲ್ಲಿ ಉಳಿದೆಲ್ಲಾ ಹೋಲಾಡು ಮಾಡಿ ಅಂಬಿ ಕರ್ನಾಟಕವನ್ನು ಪ್ರಾಂತ್ಯ, ಮಾಡಿ ಪ್ರಾಧಿಕಾರ,ಕಾಲಾ ಸಮಿತಿಗಳು ಪ್ರಾಧಿಕಾರ ಅಭಿವೃದ್ಧಿ ಕನ್ನಡಕ್ಕೂ ಕನ್ನಡ ನಡೆಯಿತು. ಉಸಿರಾಗಬೇಕು ಎಂದು ಕೊಡಾಳಿ ಬೆಂಗಳೂರು ಸಾಹಿತ್ಯ ಚಳಿಯಲ್ಲ ನಡೆದಾಗ ಕನ್ನಡ ಕಲಬುರಗಿ ಅಕಾಡೆಮಿ ಬೆಂಗಳೂರು ಚಕೀಲರ ವೇದಿಕೆ ಕಲಬುರಗಿ ಆಡಳಿತದಲ್ಲಿ ಕನ್ನಡ ಭಾಷೆ ಬೆಳೆಸುವ ಹೊಣೆ.: [22, 737, 280, 860]
- rakshana-body-p3: ಈ ಸಂದರ್ಭದಲ್ಲಿ ಮುಖಂಡರಾದ ಗುರುರಾಜ ರಾವ್, ವೆಂಕಟೇಶ ನಾಯಕ, ಹಾಗೂ ಕಿಶೋರ್ ವ್ಯಾಪ್ತಿಯಲ್ಲಿ ಕಾರ್ಯದರ್ಶಿ ಪದವಿಗೆ ಅವರ ಸಂಸ್ಥೆ, ಸಂಗಣ್ಣ ಕೆಂಚಪ್ಪ ಅವರನ್ನು, ಮಹ್ಮದ ರಜಾಕ್ ಭಾಷಾ, ಇತರ ಮಹಿಳಾ ಸಿಬ್ಬಂದಿಯಿದ್ದರು.: [22, 1592, 280, 1652]
- asmite-col2: [1094, 153, 1310, 398]
- sanskritika-headline-line1: ಸಾಂಸ್ಕೃತಿಕ ವಲಯ ಬೆಳೆಯಲು ಅಂದಾನಿ: [630, 780, 1203, 832]
- asmite-credit: ಪ್ರಮಥವಾಣಿ.ಕಾಂ: [298, 157, 356, 169]
- asmite-columns: [298, 153, 1534, 398]
- sanskritika-col4: [1319, 902, 1534, 1171]
- asmite-subhead: ರಾಜ್ಯೋತ್ಸವ ಮಾಸಾಚರಣೆಯ ಸರಣಿ ಕಾರ್ಯಕ್ರಮ-21ರಲ್ಲಿ 'ಕನ್ನಡತ್ವಕ್ಕೆ ಪೂಜ್ಯ ದೊಡ್ಡಪ್ಪ ಅಪ್ಪ, ಡಾ.ಚನ್ನಬಸವ ಪಟ್ಟದ್ದೇವರ ಕೊಡುಗೆ' ವಿಶೇಷ ಉಪನ್ಯಾಸ: [298, 125, 826, 138]
- phule-col1-p3: ಅಸ್ಪೃಶ್ಯರ ಅಂಧಕಾರವನ್ನು ಹೊಡೆದೋಡಿಸಲು ಮಹಿಳಾ ಮತ್ತು ಅವರುಹಾಗ 2 ಶತಮಾನಗಳ ಸಂತರ: [298, 625, 513, 654]
- section-title: ಜಿಲ್ಲಾ ಸುದ್ದಿ: [1436, 20, 1534, 51]
- divider: [575, 1237, 1534, 1238]
- sanskritika-col2-p1: ಗಾಂಧಿ ಯುಂಥವರು ಸಂತರು ಕೇವಲ ಇತರೆಗಿಳಿಸ್ತ್ರ ಕಡೆ ಮಾತನಾಡುತ್ತಾ ಇದ್ದರೆ ಎಂದು ಮಾತನಾಡಿದ್ದು ಈ ರಾಜ್ಯದಲ್ಲಿ ಇದ್ದಾರೆ ಆತಂಕ ವ್ಯಕ್ತಪಡಿಸಿದರು ಮಾತ್ರ.: [523, 1156, 1046, 1169]
- baradevanal-article: [298, 1191, 556, 1654]
- publication-title: ಪ್ರಮಥ ವಾಣಿ: [746, 17, 896, 55]
